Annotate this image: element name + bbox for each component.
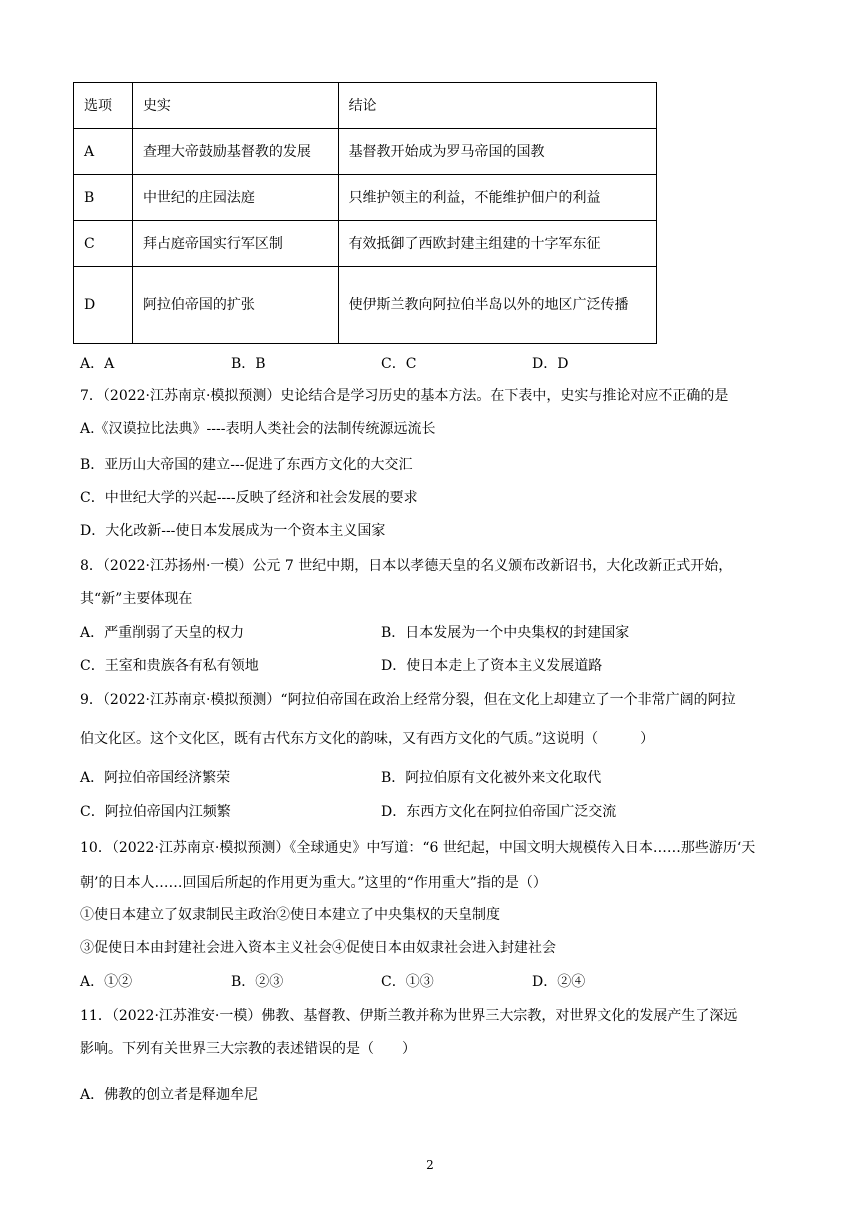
q6-option-a: A．A	[80, 356, 115, 372]
q10-stem-line1: 10．（2022·江苏南京·模拟预测）《全球通史》中写道：“6 世纪起，中国文明大规模传入日本……那些游历‘天	[80, 840, 756, 856]
table-cell: 查理大帝鼓励基督教的发展	[132, 129, 338, 175]
q8-option-d: D．使日本走上了资本主义发展道路	[381, 658, 603, 674]
q10-option-d: D．②④	[532, 974, 586, 990]
q7-option-c: C．中世纪大学的兴起----反映了经济和社会发展的要求	[80, 490, 418, 506]
page-number: 2	[426, 1158, 434, 1172]
q9-option-c: C．阿拉伯帝国内江频繁	[80, 804, 231, 820]
table-row	[74, 175, 657, 221]
table-cell: C	[74, 221, 133, 267]
table-row	[74, 129, 657, 175]
table-cell: 基督教开始成为罗马帝国的国教	[338, 129, 656, 175]
q10-option-b: B．②③	[231, 974, 284, 990]
table-row	[74, 221, 657, 267]
q8-option-c: C．王室和贵族各有私有领地	[80, 658, 259, 674]
q10-item-line1: ①使日本建立了奴隶制民主政治②使日本建立了中央集权的天皇制度	[80, 907, 500, 923]
q9-option-a: A．阿拉伯帝国经济繁荣	[80, 770, 231, 786]
q6-option-b: B．B	[231, 356, 266, 372]
q11-stem-line1: 11．（2022·江苏淮安·一模）佛教、基督教、伊斯兰教并称为世界三大宗教，对世界文化的发展产生了深远	[80, 1008, 738, 1024]
q7-option-d: D．大化改新---使日本发展成为一个资本主义国家	[80, 523, 386, 539]
q9-stem-line2: 伯文化区。这个文化区，既有古代东方文化的韵味，又有西方文化的气质。”这说明（ ）	[80, 731, 655, 747]
table-header-cell: 结论	[338, 83, 656, 129]
q10-option-c: C．①③	[381, 974, 434, 990]
table-header-cell: 选项	[74, 83, 133, 129]
q11-option-a: A．佛教的创立者是释迦牟尼	[80, 1087, 259, 1103]
q10-option-a: A．①②	[80, 974, 133, 990]
table-cell: 拜占庭帝国实行军区制	[132, 221, 338, 267]
q7-option-b: B．亚历山大帝国的建立---促进了东西方文化的大交汇	[80, 457, 413, 473]
q8-stem-line2: 其“新”主要体现在	[80, 591, 193, 607]
table-cell: D	[74, 267, 133, 344]
q9-stem-line1: 9．（2022·江苏南京·模拟预测）“阿拉伯帝国在政治上经常分裂，但在文化上却建立了一个非常广阔的阿拉	[80, 692, 736, 708]
table-cell: 中世纪的庄园法庭	[132, 175, 338, 221]
q10-item-line2: ③促使日本由封建社会进入资本主义社会④促使日本由奴隶社会进入封建社会	[80, 940, 556, 956]
table-cell: 只维护领主的利益，不能维护佃户的利益	[338, 175, 656, 221]
q7-stem: 7．（2022·江苏南京·模拟预测）史论结合是学习历史的基本方法。在下表中，史实与推论对应不正确的是	[80, 388, 729, 404]
q8-option-a: A．严重削弱了天皇的权力	[80, 625, 245, 641]
table-cell: 阿拉伯帝国的扩张	[132, 267, 338, 344]
table-cell: 有效抵御了西欧封建主组建的十字军东征	[338, 221, 656, 267]
table-cell: 使伊斯兰教向阿拉伯半岛以外的地区广泛传播	[338, 267, 656, 344]
table-cell: B	[74, 175, 133, 221]
q11-stem-line2: 影响。下列有关世界三大宗教的表述错误的是（ ）	[80, 1041, 416, 1057]
table-cell: A	[74, 129, 133, 175]
q6-option-d: D．D	[532, 356, 569, 372]
q8-stem-line1: 8．（2022·江苏扬州·一模）公元 7 世纪中期，日本以孝德天皇的名义颁布改新诏书，大化改新正式开始，	[80, 558, 733, 574]
q7-option-a: A.《汉谟拉比法典》----表明人类社会的法制传统源远流长	[80, 421, 436, 437]
table-row	[74, 267, 657, 344]
q9-option-b: B．阿拉伯原有文化被外来文化取代	[381, 770, 602, 786]
q10-stem-line2: 朝’的日本人……回国后所起的作用更为重大。”这里的“作用重大”指的是（）	[80, 875, 547, 891]
q9-option-d: D．东西方文化在阿拉伯帝国广泛交流	[381, 804, 617, 820]
table-header-cell: 史实	[132, 83, 338, 129]
q6-option-c: C．C	[381, 356, 417, 372]
table-header-row	[74, 83, 657, 129]
q8-option-b: B．日本发展为一个中央集权的封建国家	[381, 625, 630, 641]
question-6-table	[73, 82, 657, 344]
